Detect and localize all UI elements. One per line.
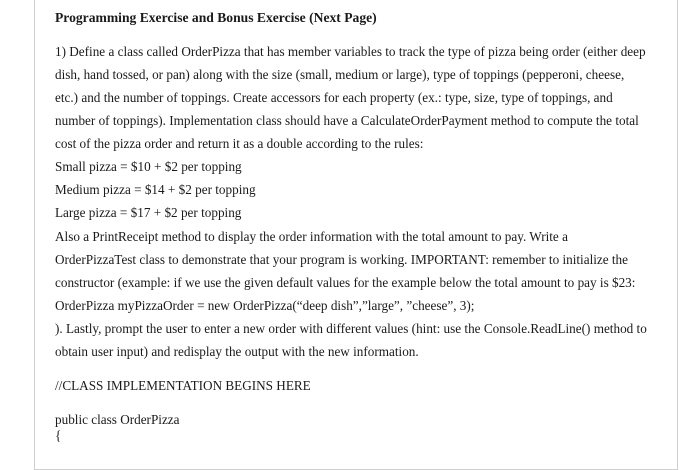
paragraph-line: obtain user input) and redisplay the output with the new information.: [55, 344, 419, 359]
code-example-line: OrderPizza myPizzaOrder = new OrderPizza(“deep dish”,”large”, ”cheese”, 3);: [55, 298, 475, 313]
paragraph-line: 1) Define a class called OrderPizza that has member variables to track the type of pizza being order (either deep: [55, 44, 646, 59]
code-class-declaration: public class OrderPizza: [55, 412, 180, 427]
code-comment-line: //CLASS IMPLEMENTATION BEGINS HERE: [55, 378, 311, 393]
document-title: Programming Exercise and Bonus Exercise (Next Page): [55, 10, 377, 25]
paragraph-line: OrderPizzaTest class to demonstrate that your program is working. IMPORTANT: remember to initialize the: [55, 252, 629, 267]
paragraph-line: constructor (example: if we use the given default values for the example below the total amount to pay is $23:: [55, 275, 636, 290]
paragraph-line: number of toppings). Implementation class should have a CalculateOrderPayment method to compute the total: [55, 113, 639, 128]
pricing-rule-medium: Medium pizza = $14 + $2 per topping: [55, 182, 256, 197]
paragraph-line: Also a PrintReceipt method to display the order information with the total amount to pay. Write a: [55, 229, 568, 244]
code-open-brace: {: [55, 428, 62, 443]
paragraph-line: etc.) and the number of toppings. Create accessors for each property (ex.: type, size, type of toppings, and: [55, 90, 613, 105]
paragraph-line: dish, hand tossed, or pan) along with the size (small, medium or large), type of toppings (pepperoni, cheese,: [55, 67, 625, 82]
paragraph-line: ). Lastly, prompt the user to enter a new order with different values (hint: use the Console.ReadLine() method to: [55, 321, 647, 336]
pricing-rule-small: Small pizza = $10 + $2 per topping: [55, 159, 242, 174]
paragraph-line: cost of the pizza order and return it as a double according to the rules:: [55, 136, 424, 151]
pricing-rule-large: Large pizza = $17 + $2 per topping: [55, 205, 242, 220]
